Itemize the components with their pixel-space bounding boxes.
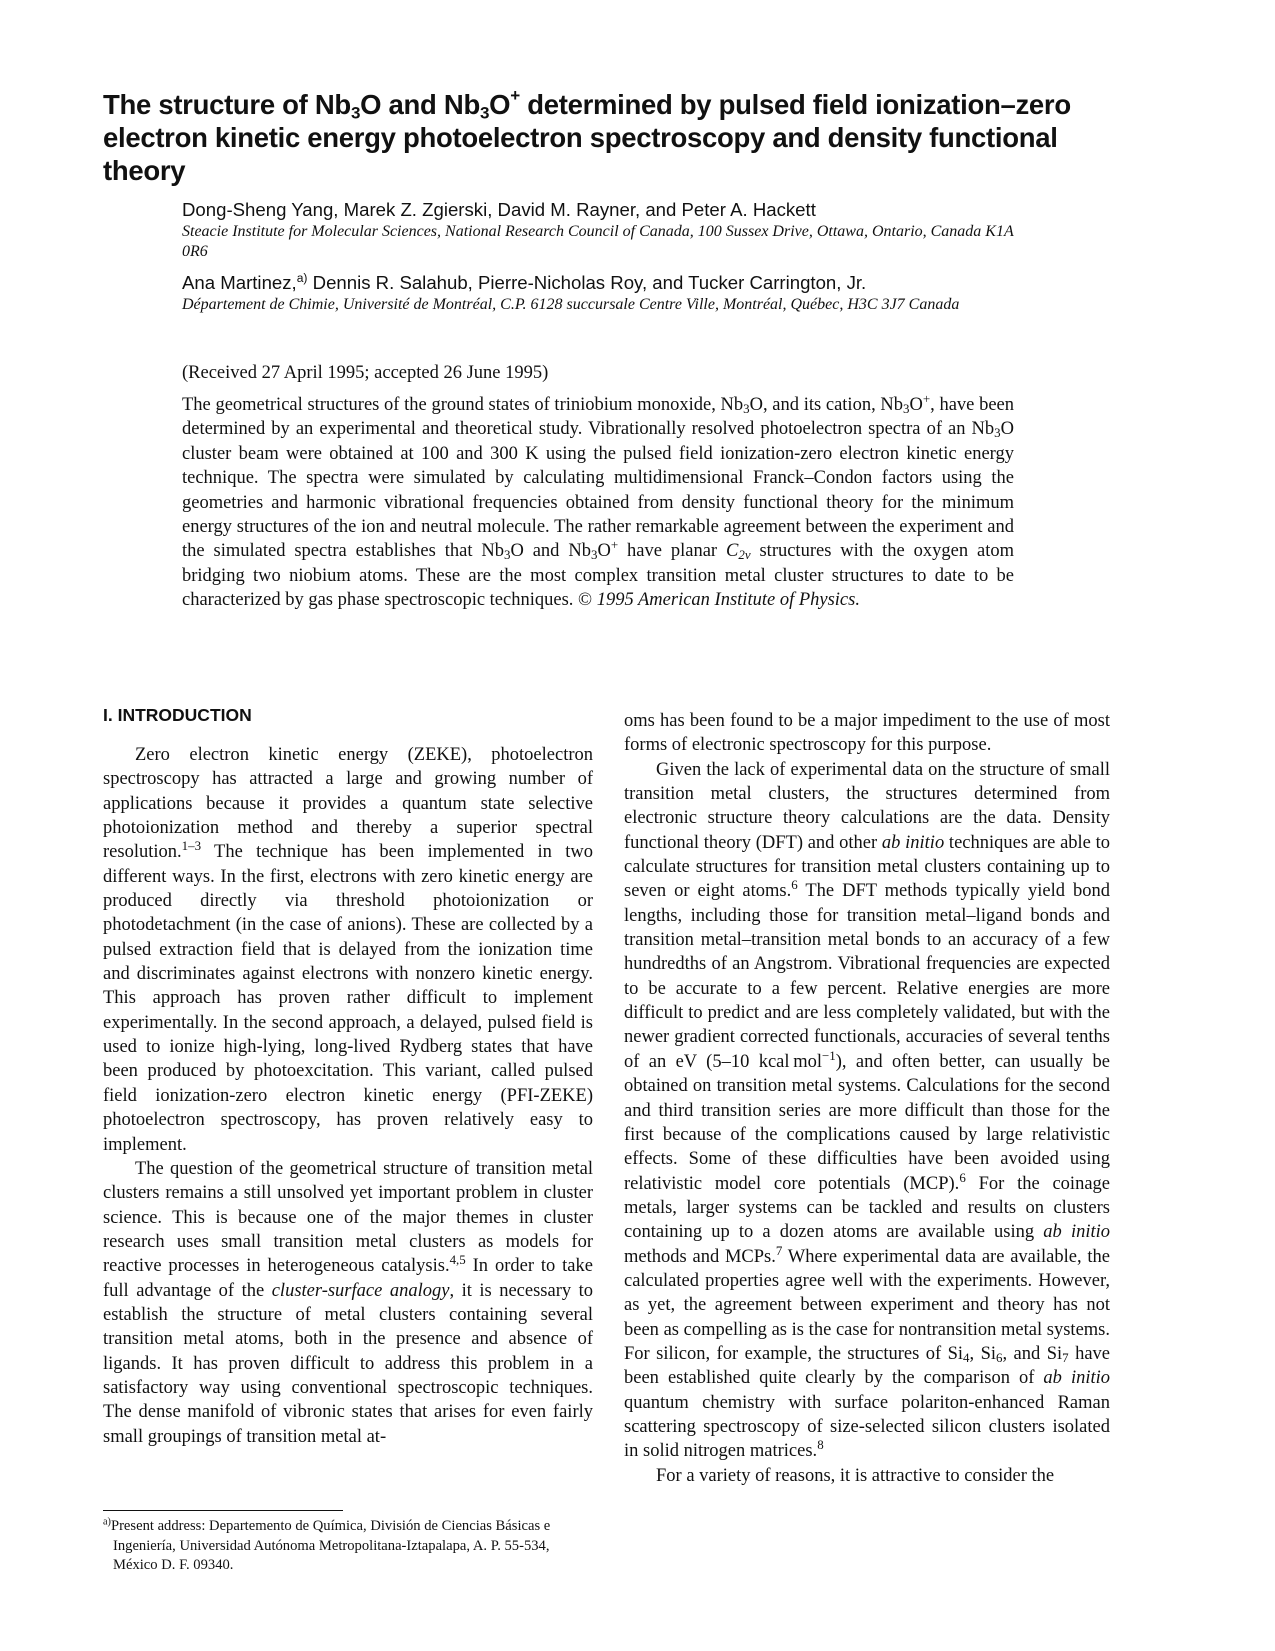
superscript: + — [922, 390, 931, 406]
body-text: The question of the geometrical structure of transition metal clusters remains a still unsolved yet important problem in cluster science. This is because one of the major themes in cluster research uses small transition metal clusters as models for reactive processes in heterogeneous catalysis. — [103, 1158, 593, 1277]
author-text: Dennis R. Salahub, Pierre-Nicholas Roy, and Tucker Carrington, Jr. — [307, 272, 867, 293]
body-text: Where experimental data are available, the calculated properties agree well with the experiments. However, as yet, the agreement between experiment and theory has not been as compelling as is the case for nontransition metal systems. For silicon, for example, the structures of Si — [624, 1246, 1110, 1364]
paper-title — [103, 88, 1123, 187]
title-text: O and Nb — [360, 89, 480, 120]
abstract-text: O — [597, 541, 611, 562]
body-text: methods and MCPs. — [624, 1246, 776, 1267]
body-text: techniques are able to calculate structures for transition metal clusters containing up to seven or eight atoms. — [624, 832, 1111, 902]
title-subscript: 3 — [350, 103, 361, 123]
footnote-divider — [103, 1510, 343, 1511]
received-dates: (Received 27 April 1995; accepted 26 June 1995) — [182, 363, 549, 383]
subscript: 3 — [994, 425, 1001, 441]
abstract-text: The geometrical structures of the ground states of triniobium monoxide, Nb — [182, 395, 744, 415]
body-text: The DFT methods typically yield bond lengths, including those for transition metal–ligand bonds and transition metal–transition metal bonds to an accuracy of a few hundredths of an Angstrom. Vibrational frequencies are expected to be accurate to a few percent. Relative energies are more difficult to predict and are less completely validated, but with the newer gradient corrected functionals, accuracies of several tenths of an eV (5–10 kcal mol — [624, 881, 1110, 1072]
abstract-text: structures with the oxygen atom bridging two niobium atoms. These are the most complex transition metal cluster structures to date to be characterized by gas phase spectroscopic techniques. © — [182, 541, 1014, 611]
abstract-text: , have been determined by an experimental and theoretical study. Vibrationally resolved photoelectron spectra of an Nb — [182, 395, 1014, 440]
copyright-notice: 1995 American Institute of Physics. — [596, 590, 860, 611]
emphasis-text: ab initio — [1043, 1222, 1111, 1243]
body-text: Zero electron kinetic energy (ZEKE), photoelectron spectroscopy has attracted a large and growing number of applications because it provides a quantum state selective photoionization method and thereby a superior spectral resolution. — [103, 745, 593, 863]
subscript: 3 — [743, 401, 750, 417]
footnote-text: México D. F. 09340. — [113, 1557, 234, 1573]
footnote — [103, 1517, 603, 1576]
superscript: + — [610, 537, 619, 553]
paragraph — [103, 743, 593, 1157]
citation-ref: 6 — [959, 1169, 966, 1185]
title-subscript: 3 — [479, 103, 490, 123]
subscript: 3 — [903, 401, 910, 417]
abstract-text: have planar — [618, 541, 726, 562]
subscript: 2v — [738, 547, 751, 563]
citation-ref: 4,5 — [449, 1252, 466, 1268]
body-text: have been established quite clearly by the comparison of — [624, 1343, 1110, 1389]
author-text: Ana Martinez, — [182, 272, 297, 293]
citation-ref: 8 — [817, 1437, 824, 1453]
emphasis-text: ab initio — [1043, 1368, 1111, 1389]
author-list-1: Dong-Sheng Yang, Marek Z. Zgierski, David M. Rayner, and Peter A. Hackett — [182, 199, 816, 220]
abstract-text: O — [909, 395, 923, 415]
left-column — [103, 743, 593, 1449]
body-text: Given the lack of experimental data on the structure of small transition metal clusters, the structures determined from electronic structure theory calculations are the data. Density functional theory (DFT) and other — [624, 759, 1110, 853]
subscript: 7 — [1062, 1350, 1069, 1366]
footnote-marker: a) — [103, 1516, 111, 1528]
title-text: The structure of Nb — [103, 89, 351, 120]
abstract-text: O, and its cation, Nb — [749, 395, 903, 415]
body-text: , it is necessary to establish the structure of metal clusters containing several transition metal atoms, both in the presence and absence of ligands. It has proven difficult to address this problem in a satisfactory way using conventional spectroscopic techniques. The dense manifold of vibronic states that arises for even fairly small groupings of transition metal at- — [103, 1280, 593, 1447]
paragraph — [624, 758, 1110, 1464]
citation-ref: 1–3 — [181, 838, 202, 854]
author-list-2 — [182, 272, 1002, 294]
title-superscript: + — [510, 86, 520, 106]
body-text: , and Si — [1002, 1343, 1063, 1364]
title-text: O — [489, 89, 511, 120]
subscript: 3 — [503, 547, 511, 563]
citation-ref: 7 — [775, 1242, 783, 1258]
emphasis-text: cluster-surface analogy — [271, 1280, 450, 1301]
paragraph: oms has been found to be a major impediment to the use of most forms of electronic spectroscopy for this purpose. — [624, 711, 1110, 756]
emphasis-text: ab initio — [881, 832, 945, 853]
body-text: ), and often better, can usually be obtained on transition metal systems. Calculations for the second and third transition series are more difficult than those for the first because of the complications caused by large relativistic effects. Some of these difficulties have been avoided using relativistic model core potentials (MCP). — [624, 1051, 1110, 1194]
footnote-text: Ingeniería, Universidad Autónoma Metropolitana-Iztapalapa, A. P. 55-534, — [113, 1537, 550, 1554]
body-text: The technique has been implemented in two different ways. In the first, electrons with zero kinetic energy are produced directly via threshold photoionization or photodetachment (in the case of anions). These are collected by a pulsed extraction field that is delayed from the ionization time and discriminates against electrons with nonzero kinetic energy. This approach has proven rather difficult to implement experimentally. In the second approach, a delayed, pulsed field is used to ionize high-lying, long-lived Rydberg states that have been produced by photoexcitation. This variant, called pulsed field ionization-zero electron kinetic energy (PFI-ZEKE) photoelectron spectroscopy, has proven relatively easy to implement. — [103, 842, 593, 1155]
abstract-text: O cluster beam were obtained at 100 and 300 K using the pulsed field ionization-zero electron kinetic energy technique. The spectra were simulated by calculating multidimensional Franck–Condon factors using the geometries and harmonic vibrational frequencies obtained from density functional theory for the minimum energy structures of the ion and neutral molecule. The rather remarkable agreement between the experiment and the simulated spectra establishes that Nb — [182, 419, 1014, 562]
affiliation-2: Département de Chimie, Université de Montréal, C.P. 6128 succursale Centre Ville, Montréal, Québec, H3C 3J7 Canada — [182, 296, 960, 313]
subscript: 3 — [590, 547, 598, 563]
paragraph — [103, 1157, 593, 1449]
section-heading: I. INTRODUCTION — [103, 705, 252, 725]
footnote-marker: a) — [296, 270, 308, 285]
body-text: quantum chemistry with surface polariton-enhanced Raman scattering spectroscopy of size-selected silicon clusters isolated in solid nitrogen matrices. — [624, 1392, 1110, 1462]
paragraph: For a variety of reasons, it is attractive to consider the — [656, 1465, 1055, 1486]
abstract-text: O and Nb — [510, 541, 591, 562]
subscript: 6 — [996, 1350, 1003, 1366]
footnote-text: Present address: Departemento de Química, División de Ciencias Básicas e — [110, 1518, 551, 1534]
subscript: 4 — [963, 1350, 970, 1366]
body-text: For the coinage metals, larger systems can be tackled and results on clusters containing up to a dozen atoms are available using — [624, 1173, 1110, 1243]
body-text: , Si — [969, 1343, 997, 1364]
abstract — [182, 390, 1014, 613]
body-text: In order to take full advantage of the — [103, 1256, 593, 1301]
affiliation-1: Steacie Institute for Molecular Sciences, National Research Council of Canada, 100 Sussex Drive, Ottawa, Ontario, Canada K1A 0R6 — [182, 223, 1014, 260]
citation-ref: 6 — [791, 877, 798, 893]
symmetry-label: C — [726, 541, 739, 562]
right-column — [624, 709, 1110, 1488]
title-text: determined by pulsed field ionization–zero electron kinetic energy photoelectron spectroscopy and density functional theory — [103, 89, 1071, 186]
superscript: −1 — [822, 1047, 836, 1063]
